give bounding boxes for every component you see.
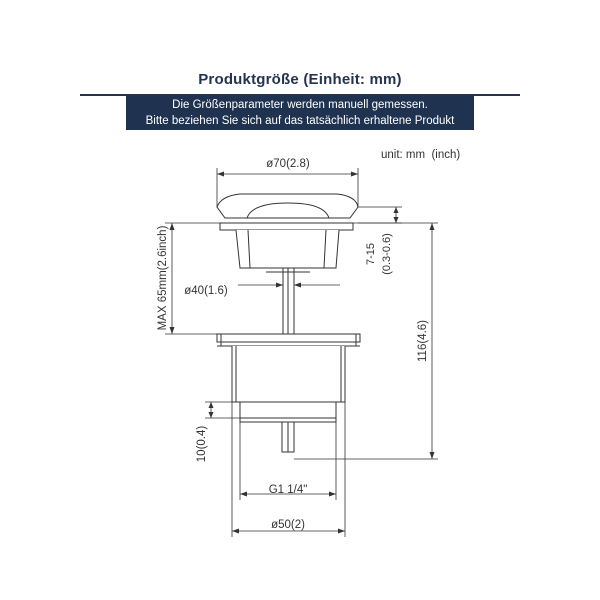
drain-cap [217, 194, 358, 218]
upper-flange [220, 223, 353, 230]
thread-section [240, 402, 336, 422]
max-height-label: MAX 65mm(2.6inch) [157, 225, 169, 331]
notice-line-2: Bitte beziehen Sie sich auf das tatsächlich erhaltene Produkt [145, 115, 455, 127]
gap-value-label: 7-15 [365, 242, 377, 266]
stem-diameter-label: ø40(1.6) [184, 285, 228, 297]
top-diameter-label: ø70(2.8) [266, 158, 310, 170]
body-diameter-label: ø50(2) [271, 519, 305, 531]
total-height-label: 116(4.6) [417, 320, 429, 362]
gap-inch-label: (0.3-0.6) [381, 233, 393, 275]
lower-flange [217, 334, 360, 342]
upper-sleeve [236, 230, 339, 268]
unit-label: unit: mm (inch) [381, 149, 461, 161]
drain-body [232, 346, 345, 402]
page-title: Produktgröße (Einheit: mm) [198, 71, 402, 88]
step-label: 10(0.4) [196, 425, 208, 463]
notice-line-1: Die Größenparameter werden manuell gemessen. [172, 99, 428, 111]
thread-label: G1 1/4" [268, 484, 308, 496]
